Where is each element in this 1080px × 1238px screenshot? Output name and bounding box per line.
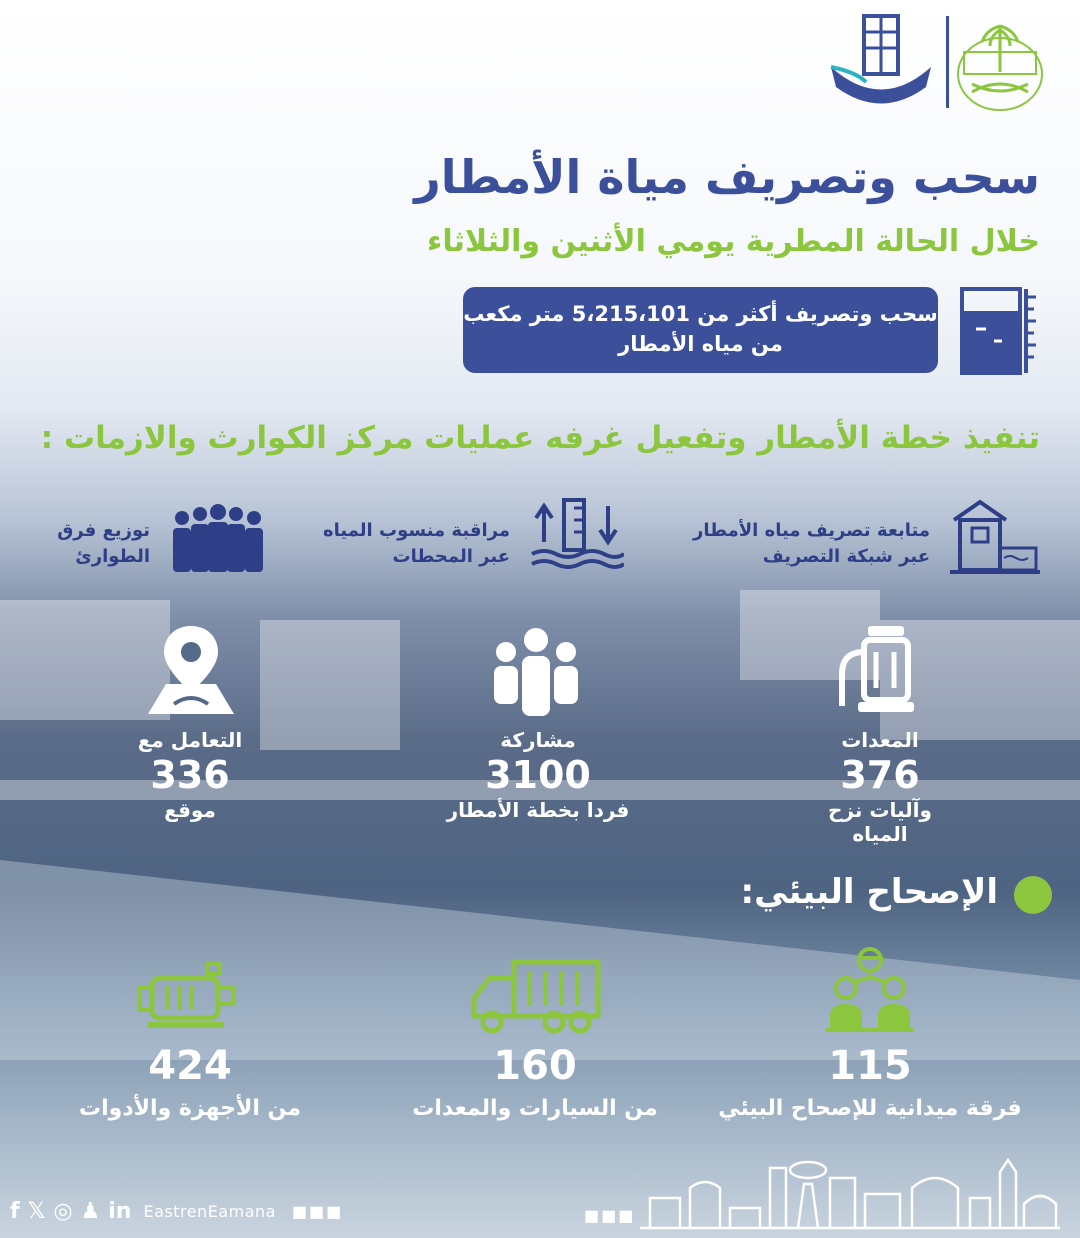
stat-participants-value: 3100 <box>485 753 591 797</box>
task-drainage <box>693 518 930 570</box>
task-emergency-teams <box>57 518 150 570</box>
summary-box <box>463 287 938 373</box>
x-icon[interactable]: 𝕏 <box>27 1198 46 1224</box>
team-icon <box>168 502 268 576</box>
stat-equipment-label: المعدات <box>841 728 919 752</box>
summary-line-1: سحب وتصريف أكثر من 5،215،101 متر مكعب <box>463 302 938 326</box>
env-vehicles-label: من السيارات والمعدات <box>412 1096 658 1121</box>
stat-sites-caption: موقع <box>164 798 216 822</box>
eastern-municipality-logo <box>826 12 936 112</box>
task-water-level-line-1: مراقبة منسوب المياه <box>322 520 510 541</box>
task-teams-line-2: الطوارئ <box>75 546 150 567</box>
social-handle: EastrenEamana <box>143 1201 276 1221</box>
page-title: سحب وتصريف مياة الأمطار <box>414 150 1040 204</box>
task-teams-line-1: توزيع فرق <box>57 520 150 541</box>
summary-line-2: من مياه الأمطار <box>618 332 783 356</box>
plan-title: تنفيذ خطة الأمطار وتفعيل غرفه عمليات مركز الكوارث والازمات : <box>40 420 1040 456</box>
linkedin-icon[interactable]: in <box>108 1198 132 1224</box>
footer-dots-left: ■■■ <box>291 1201 344 1221</box>
stat-participants-label: مشاركة <box>500 728 576 752</box>
env-teams <box>700 1042 1040 1121</box>
logos <box>826 12 1042 112</box>
generator-icon <box>138 960 238 1032</box>
green-bullet <box>1014 876 1052 914</box>
env-teams-label: فرقة ميدانية للإصحاح البيئي <box>718 1096 1022 1121</box>
footer-dots-right: ■■■ <box>584 1206 636 1225</box>
stat-sites <box>110 728 270 822</box>
instagram-icon[interactable]: ◎ <box>53 1198 73 1224</box>
stat-sites-label: التعامل مع <box>137 728 243 752</box>
env-teams-value: 115 <box>828 1043 912 1089</box>
social-bar <box>10 1196 343 1226</box>
truck-icon <box>468 958 602 1034</box>
logo-separator <box>946 16 949 108</box>
task-drainage-line-1: متابعة تصريف مياه الأمطار <box>692 520 930 541</box>
pump-station-icon <box>950 498 1040 578</box>
city-skyline-illustration <box>640 1148 1060 1230</box>
stat-equipment-caption: وآليات نزح المياه <box>828 798 932 846</box>
task-water-level <box>323 518 510 570</box>
stat-sites-value: 336 <box>150 753 230 797</box>
snapchat-icon[interactable]: ♟ <box>80 1198 101 1224</box>
environment-title: الإصحاح البيئي: <box>740 872 998 912</box>
ministry-logo <box>956 12 1044 112</box>
stat-participants-caption: فردا بخطة الأمطار <box>446 798 630 822</box>
stat-equipment <box>800 728 960 846</box>
env-vehicles-value: 160 <box>493 1043 577 1089</box>
env-devices-value: 424 <box>148 1043 232 1089</box>
page-subtitle: خلال الحالة المطرية يومي الأثنين والثلاثاء <box>426 224 1040 259</box>
location-pin-icon <box>146 622 236 718</box>
task-water-level-line-2: عبر المحطات <box>392 546 510 567</box>
water-tank-meter-icon <box>958 287 1038 377</box>
workers-icon <box>826 944 914 1032</box>
facebook-icon[interactable]: f <box>10 1198 20 1224</box>
env-devices <box>60 1042 320 1121</box>
env-devices-label: من الأجهزة والأدوات <box>79 1096 301 1121</box>
water-level-icon <box>528 498 624 578</box>
group-icon <box>488 626 584 718</box>
stat-participants <box>438 728 638 822</box>
vacuum-pump-icon <box>838 622 922 716</box>
env-vehicles <box>395 1042 675 1121</box>
stat-equipment-value: 376 <box>840 753 920 797</box>
task-drainage-line-2: عبر شبكة التصريف <box>762 546 930 567</box>
